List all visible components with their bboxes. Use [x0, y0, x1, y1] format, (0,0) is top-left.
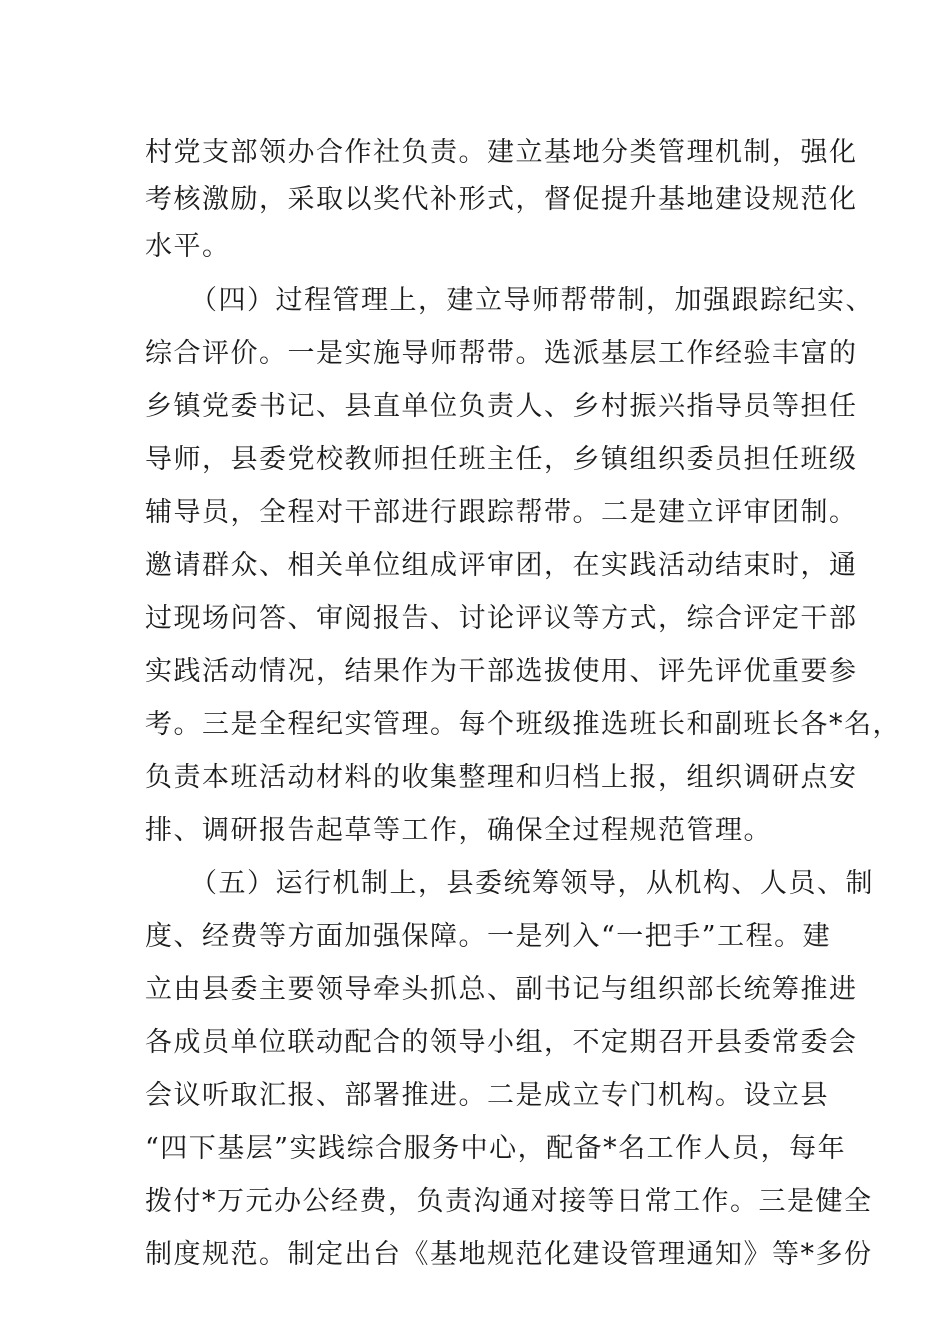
text-line: 邀请群众、相关单位组成评审团，在实践活动结束时，通	[145, 550, 858, 581]
text-line: 立由县委主要领导牵头抓总、副书记与组织部长统筹推进	[145, 974, 858, 1005]
text-line: 制度规范。制定出台《基地规范化建设管理通知》等*多份	[145, 1239, 873, 1270]
text-line: 负责本班活动材料的收集整理和归档上报，组织调研点安	[145, 762, 858, 793]
text-line: 考。三是全程纪实管理。每个班级推选班长和副班长各*名，	[145, 709, 901, 740]
section-heading-line: （四）过程管理上，建立导师帮带制，加强跟踪纪实、	[190, 285, 874, 316]
text-line: 综合评价。一是实施导师帮带。选派基层工作经验丰富的	[145, 338, 858, 369]
text-line: 各成员单位联动配合的领导小组，不定期召开县委常委会	[145, 1027, 858, 1058]
text-line: 乡镇党委书记、县直单位负责人、乡村振兴指导员等担任	[145, 391, 858, 422]
text-line: 实践活动情况，结果作为干部选拔使用、评先评优重要参	[145, 656, 858, 687]
text-line: 排、调研报告起草等工作，确保全过程规范管理。	[145, 815, 772, 846]
text-line: 村党支部领办合作社负责。建立基地分类管理机制，强化	[145, 137, 858, 168]
text-line: “四下基层”实践综合服务中心，配备*名工作人员，每年	[145, 1133, 847, 1164]
section-heading-line: （五）运行机制上，县委统筹领导，从机构、人员、制	[190, 868, 874, 899]
text-line: 辅导员，全程对干部进行跟踪帮带。二是建立评审团制。	[145, 497, 858, 528]
text-line: 度、经费等方面加强保障。一是列入“一把手”工程。建	[145, 921, 832, 952]
text-line: 导师，县委党校教师担任班主任，乡镇组织委员担任班级	[145, 444, 858, 475]
text-line: 水平。	[145, 231, 231, 262]
text-line: 考核激励，采取以奖代补形式，督促提升基地建设规范化	[145, 184, 858, 215]
text-line: 过现场问答、审阅报告、讨论评议等方式，综合评定干部	[145, 603, 858, 634]
text-line: 拨付*万元办公经费，负责沟通对接等日常工作。三是健全	[145, 1186, 873, 1217]
text-line: 会议听取汇报、部署推进。二是成立专门机构。设立县	[145, 1080, 829, 1111]
